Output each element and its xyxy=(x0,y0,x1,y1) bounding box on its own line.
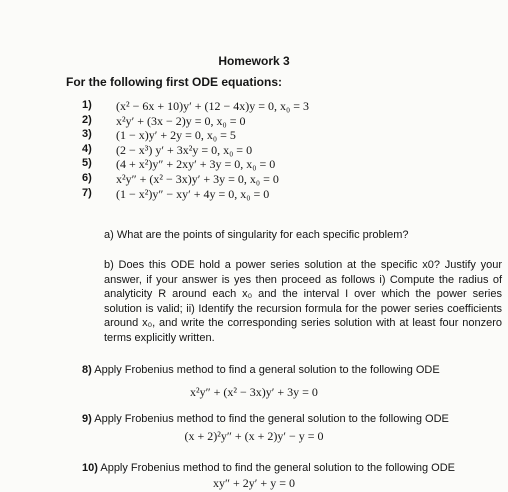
equation-number: 7) xyxy=(82,186,92,199)
equation-number: 4) xyxy=(82,142,92,155)
problem-10-prompt xyxy=(82,461,455,476)
question-a: a) What are the points of singularity for each specific problem? xyxy=(104,229,409,241)
problem-text: Apply Frobenius method to find a general solution to the following ODE xyxy=(94,364,440,376)
equation-number: 6) xyxy=(82,171,92,184)
problem-number: 8) xyxy=(82,364,92,376)
equation-text: (1 − x²)y″ − xy′ + 4y = 0, x₀ = 0 xyxy=(116,186,270,201)
page-title: Homework 3 xyxy=(218,54,290,68)
intro-heading: For the following first ODE equations: xyxy=(66,75,282,89)
problem-8-equation: x²y″ + (x² − 3x)y′ + 3y = 0 xyxy=(190,385,318,399)
equation-number: 2) xyxy=(82,113,92,126)
problem-8-prompt xyxy=(82,363,440,378)
equation-text: (1 − x)y′ + 2y = 0, x₀ = 5 xyxy=(116,128,236,143)
equation-text: x²y″ + (x² − 3x)y′ + 3y = 0, x₀ = 0 xyxy=(116,171,279,186)
equation-text: x²y′ + (3x − 2)y = 0, x₀ = 0 xyxy=(116,113,246,128)
equation-number: 5) xyxy=(82,157,92,170)
equation-number: 1) xyxy=(82,99,92,111)
equation-text: (x² − 6x + 10)y′ + (12 − 4x)y = 0, x₀ = 3 xyxy=(116,99,309,113)
problem-10-equation: xy″ + 2y′ + y = 0 xyxy=(213,476,295,490)
equation-text: (4 + x²)y″ + 2xy′ + 3y = 0, x₀ = 0 xyxy=(116,157,276,172)
equation-text: (2 − x³) y′ + 3x²y = 0, x₀ = 0 xyxy=(116,142,253,157)
question-b: b) Does this ODE hold a power series solution at the specific x0? Justify your answer, if your answer is yes then proceed as follows i) Compute the radius of analyticity R around each x₀ and the interval I over which the power series solution is valid; ii) Identify the recursion formula for the power series coefficients around x₀, and write the corresponding series solution with at least four nonzero terms explicitly written. xyxy=(104,259,502,344)
problem-text: Apply Frobenius method to find the general solution to the following ODE xyxy=(100,462,456,474)
equation-number: 3) xyxy=(82,128,92,141)
problem-number: 9) xyxy=(82,413,92,425)
problem-9-prompt xyxy=(82,412,449,427)
problem-text: Apply Frobenius method to find the general solution to the following ODE xyxy=(94,413,449,425)
problem-9-equation: (x + 2)²y″ + (x + 2)y′ − y = 0 xyxy=(184,429,324,443)
problem-number: 10) xyxy=(82,462,98,474)
